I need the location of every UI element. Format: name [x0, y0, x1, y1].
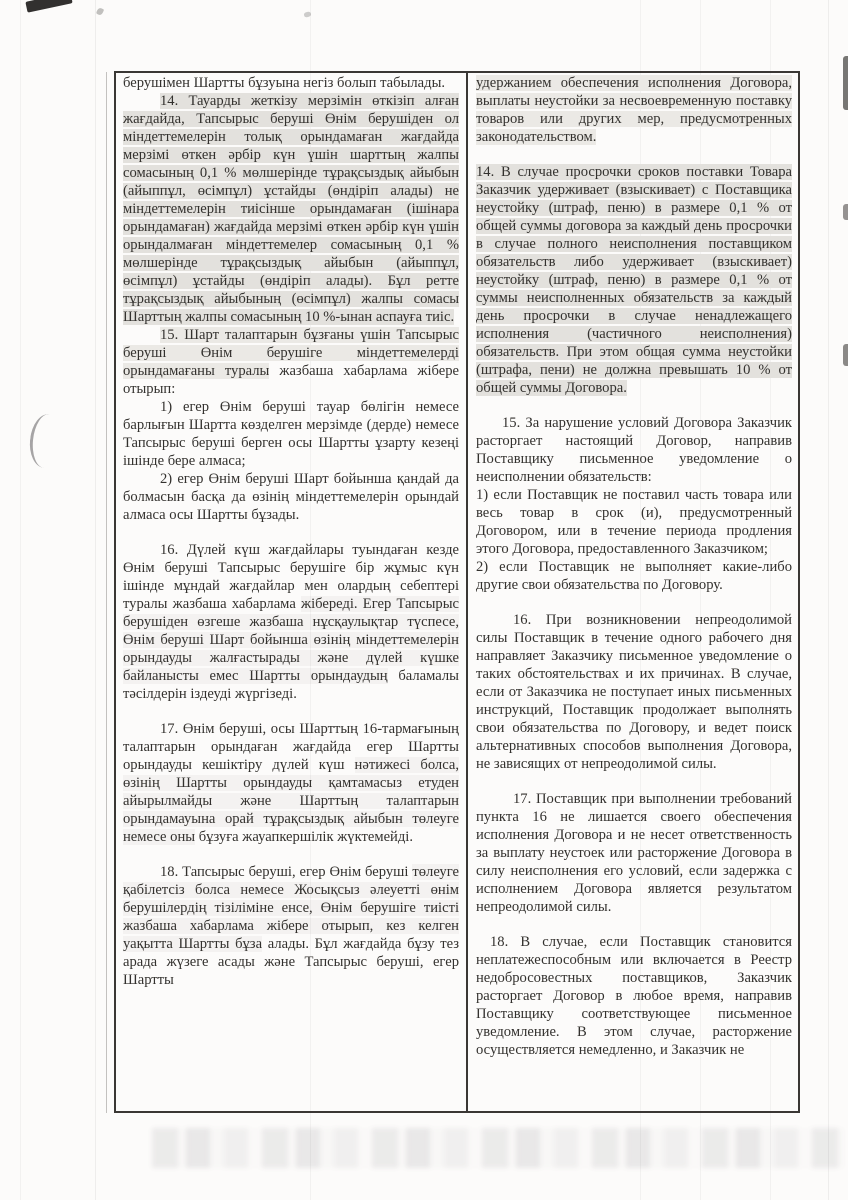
- clause-15-kk: [123, 326, 459, 398]
- scan-edge-mark: [843, 56, 848, 110]
- scan-streak: [95, 0, 96, 1200]
- clause-text: 18. В случае, если Поставщик становится неплатежеспособным или включается в Реестр недобросовестных поставщиков, Заказчик расторгает Договор в любое время, направив Поставщику соответствующее письменное уведомление. В этом случае, расторжение осуществляется немедленно, и Заказчик не: [476, 934, 792, 1058]
- clause-text: берушімен Шартты бұзуына негіз болып табылады.: [123, 75, 446, 91]
- highlighted-clause-text: 14. Тауарды жеткізу мерзімін өткізіп алған жағдайда, Тапсырыс беруші Өнім берушіден ол міндеттемелерін толық орындамаған жағдайда мерзімі өткен әрбір күн үшін шарттың жалпы сомасының 0,1 % мөлшерінде тұрақсыздық айыбын (айыппұл, өсімпұл) ұстайды (өндіріп алады) не міндеттемелерін тиісінше орындамаған (ішінара орындамаған) жағдайда мерзімі өткен әрбір күн үшін орындалмаған міндеттемелер сомасының 0,1 % мөлшерінде тұрақсыздық айыбын (айыппұл, өсімпұл) ұстайды (өндіріп алады). Бұл ретте тұрақсыздық айыбының (өсімпұл) жалпы сомасы Шарттың жалпы сомасының 10 %-ынан аспауға тиіс.: [123, 93, 459, 325]
- clause-text: жазбаша хабарлама жібере отырып:: [123, 363, 459, 397]
- kazakh-column: [116, 73, 468, 1111]
- clause-text: 17. Поставщик при выполнении требований пункта 16 не лишается своего обеспечения исполнения Договора и не несет ответственность за выплату неустоек или расторжение Договора в силу неисполнения его условий, если задержка с исполнением Договора является результатом непреодолимой силы.: [476, 791, 792, 915]
- clause-15-sub2-ru: [476, 558, 792, 594]
- clause-15-sub1-ru: [476, 486, 792, 558]
- clause-14-kk: [123, 92, 459, 326]
- highlighted-clause-text: удержанием обеспечения исполнения Договора, выплаты неустойки за несвоевременную поставку товаров или других мер, предусмотренных законодательством.: [476, 75, 792, 145]
- clause-text: 1) если Поставщик не поставил часть товара или весь товар в срок (и), предусмотренный Договором, или в течение периода продления этого Договора, предоставленного Заказчиком;: [476, 487, 792, 557]
- clause-13-continuation-kk: [123, 74, 459, 92]
- clause-text: 2) если Поставщик не выполняет какие-либо другие свои обязательства по Договору.: [476, 559, 792, 593]
- clause-17-ru: [476, 790, 792, 916]
- clause-text: 16. При возникновении непреодолимой силы Поставщик в течение одного рабочего дня направляет Заказчику письменное уведомление о таких обстоятельствах и их причинах. В случае, если от Заказчика не поступает иных письменных инструкций, Поставщик продолжает выполнять свои обязательства по Договору, и ведет поиск альтернативных способов выполнения Договора, не зависящих от непреодолимой силы.: [476, 612, 792, 772]
- bleed-through-text-strip: [152, 1128, 844, 1168]
- ink-mark-top-left: [25, 0, 72, 13]
- clause-text: баламалы тәсілдерін іздеуді жүргізеді.: [123, 668, 459, 702]
- clause-text: алады. Бұл жағдайда бұзу тез арада жүзеге асады және Тапсырыс беруші, егер Шартты: [123, 936, 460, 988]
- contract-clauses-table: [114, 71, 800, 1113]
- clause-15-sub2-kk: [123, 470, 459, 524]
- clause-text: 16. Дүлей күш жағдайлары туындаған кезде Өнім беруші Тапсырыс берушіге бір жұмыс күн ішінде мұндай жағдайлар мен олардың себептері туралы жазбаша хабарлама: [123, 542, 459, 612]
- scan-streak: [828, 0, 829, 1200]
- clause-text: жібереді. Егер Тапсырыс берушіден өзгеше жазбаша нұсқаулықтар түспесе, Өнім беруші Шарт бойынша өзінің міндеттемелерін орындауды жалғастырады және дүлей күшке байланысты емес Шартты орындаудың: [123, 596, 459, 684]
- clause-text: төлеуге қабілетсіз болса немесе Жосықсыз әлеуетті өнім берушілердің тізіліміне енсе, Өнім берушіге тиісті жазбаша хабарлама жібере отырып, кез келген уақытта Шартты бұза: [123, 864, 459, 952]
- clause-14-ru: [476, 163, 792, 397]
- clause-17-kk: [123, 720, 459, 846]
- clause-15-ru: [476, 414, 792, 486]
- scan-streak: [20, 0, 21, 1200]
- scan-speck: [96, 7, 104, 16]
- clause-text: 2) егер Өнім беруші Шарт бойынша қандай да болмасын басқа да өзінің міндеттемелерін орындай алмаса осы Шартты бұзады.: [123, 471, 459, 523]
- clause-text: нәтижесі болса, өзінің Шартты орындауды қамтамасыз етуден айырылмайды және Шарттың талаптарын орындамауына орай тұрақсыздық айыбын төлеуге немесе оны: [123, 757, 459, 845]
- clause-text: 18. Тапсырыс беруші, егер Өнім беруші: [160, 864, 409, 880]
- highlighted-clause-text: 14. В случае просрочки сроков поставки Товара Заказчик удерживает (взыскивает) с Поставщика неустойку (штраф, пеню) в размере 0,1 % от общей суммы договора за каждый день просрочки в случае полного неисполнения поставщиком обязательств либо удерживает (взыскивает) неустойку (штраф, пеню) в размере 0,1 % от суммы неисполненных обязательств за каждый день просрочки в случае ненадлежащего исполнения (частичного неисполнения) обязательств. При этом общая сумма неустойки (штрафа, пени) не должна превышать 10 % от общей суммы Договора.: [476, 164, 792, 396]
- clause-text: бұзуға жауапкершілік жүктемейді.: [198, 829, 413, 845]
- highlighted-clause-text: 15. Шарт талаптарын бұзғаны үшін Тапсырыс беруші Өнім берушіге міндеттемелерді орындамағаны туралы: [123, 327, 459, 379]
- russian-column: [468, 73, 798, 1111]
- clause-13-continuation-ru: [476, 74, 792, 146]
- pen-arc-left-margin: [27, 412, 65, 469]
- clause-15-sub1-kk: [123, 398, 459, 470]
- clause-18-kk: [123, 863, 459, 989]
- clause-16-kk: [123, 541, 459, 703]
- clause-16-ru: [476, 611, 792, 773]
- clause-text: 1) егер Өнім беруші тауар бөлігін немесе барлығын Шартта көзделген мерзімде (дерде) немесе Тапсырыс беруші берген осы Шартты ұзарту кезеңі ішінде бере алмаса;: [123, 399, 459, 469]
- scan-edge-mark: [843, 344, 848, 366]
- scan-double-border-line: [106, 72, 107, 1113]
- scan-edge-mark: [843, 204, 848, 220]
- clause-text: 15. За нарушение условий Договора Заказчик расторгает настоящий Договор, направив Поставщику письменное уведомление о неисполнении обязательств:: [476, 415, 792, 485]
- clause-text: 17. Өнім беруші, осы Шарттың 16-тармағының талаптарын орындаған жағдайда егер Шартты орындауды кешіктіру дүлей күш: [123, 721, 459, 773]
- clause-18-ru: [476, 933, 792, 1059]
